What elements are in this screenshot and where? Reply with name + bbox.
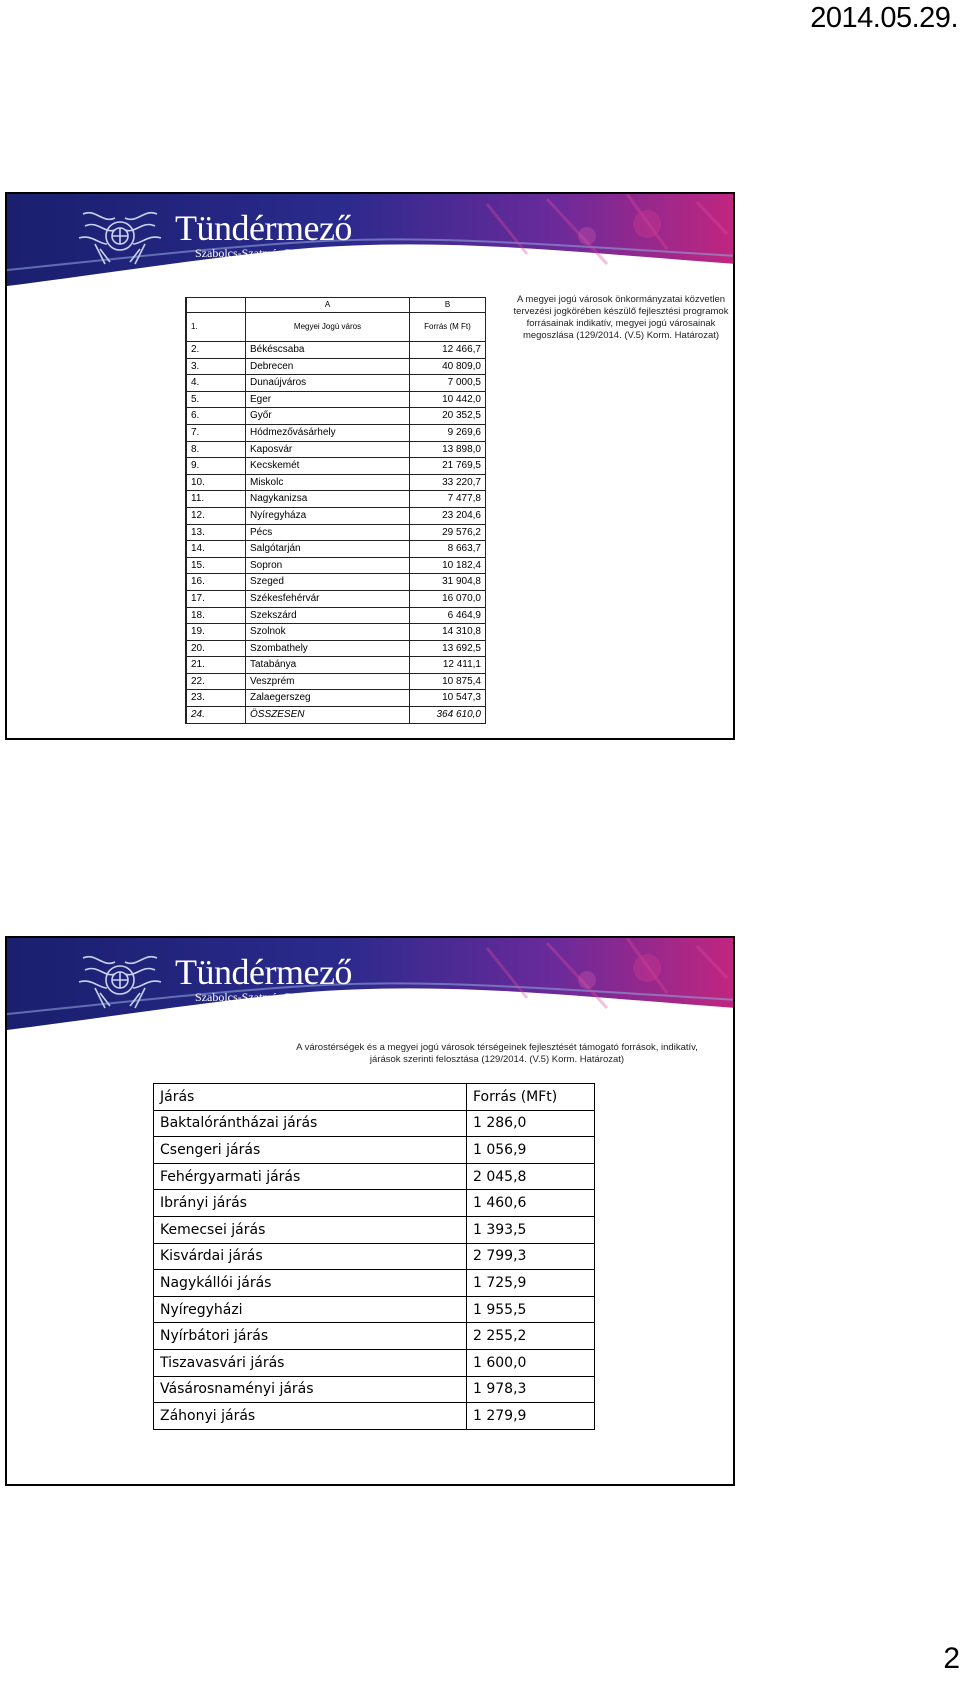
logo bbox=[75, 200, 352, 270]
table-row bbox=[186, 391, 486, 408]
district-name: Vásárosnaményi járás bbox=[154, 1376, 467, 1403]
table-row bbox=[154, 1296, 595, 1323]
district-name: Nyírbátori járás bbox=[154, 1323, 467, 1350]
source-value: 2 799,3 bbox=[467, 1243, 595, 1270]
source-value: 1 955,5 bbox=[467, 1296, 595, 1323]
city-name: Szekszárd bbox=[246, 607, 410, 624]
table-row bbox=[154, 1243, 595, 1270]
row-number: 4. bbox=[186, 375, 246, 392]
row-number: 10. bbox=[186, 474, 246, 491]
district-name: Nyíregyházi bbox=[154, 1296, 467, 1323]
source-value: 1 056,9 bbox=[467, 1137, 595, 1164]
table-row bbox=[186, 474, 486, 491]
city-name: Tatabánya bbox=[246, 657, 410, 674]
slide-2 bbox=[5, 936, 735, 1486]
page-date: 2014.05.29. bbox=[810, 2, 958, 34]
row-number: 17. bbox=[186, 590, 246, 607]
source-value: 16 070,0 bbox=[410, 590, 486, 607]
table-row bbox=[186, 541, 486, 558]
row-number: 3. bbox=[186, 358, 246, 375]
row-number: 24. bbox=[186, 707, 246, 724]
table-row bbox=[186, 657, 486, 674]
row-number: 14. bbox=[186, 541, 246, 558]
header-source: Forrás (M Ft) bbox=[410, 313, 486, 342]
table-row bbox=[186, 408, 486, 425]
source-value: 40 809,0 bbox=[410, 358, 486, 375]
row-number: 15. bbox=[186, 557, 246, 574]
city-name: Eger bbox=[246, 391, 410, 408]
page-number: 2 bbox=[943, 1642, 960, 1675]
source-value: 20 352,5 bbox=[410, 408, 486, 425]
table-row bbox=[154, 1270, 595, 1297]
table-header-letters bbox=[186, 298, 486, 313]
row-number: 23. bbox=[186, 690, 246, 707]
source-value: 1 279,9 bbox=[467, 1403, 595, 1430]
source-value: 10 547,3 bbox=[410, 690, 486, 707]
source-value: 31 904,8 bbox=[410, 574, 486, 591]
source-value: 13 692,5 bbox=[410, 640, 486, 657]
city-name: Sopron bbox=[246, 557, 410, 574]
city-name: Zalaegerszeg bbox=[246, 690, 410, 707]
district-name: Nagykállói járás bbox=[154, 1270, 467, 1297]
source-value: 21 769,5 bbox=[410, 458, 486, 475]
source-value: 1 600,0 bbox=[467, 1349, 595, 1376]
source-value: 13 898,0 bbox=[410, 441, 486, 458]
table-row bbox=[186, 574, 486, 591]
city-name: Nagykanizsa bbox=[246, 491, 410, 508]
city-name: Kaposvár bbox=[246, 441, 410, 458]
table-row bbox=[154, 1137, 595, 1164]
caption-line-2: járások szerinti felosztása (129/2014. (V.5) Korm. Határozat) bbox=[369, 1054, 625, 1065]
table-row bbox=[186, 557, 486, 574]
district-name: Baktalórántházai járás bbox=[154, 1110, 467, 1137]
row-number: 16. bbox=[186, 574, 246, 591]
source-value: 1 286,0 bbox=[467, 1110, 595, 1137]
district-name: Fehérgyarmati járás bbox=[154, 1163, 467, 1190]
slide-caption bbox=[267, 1042, 727, 1066]
table-row bbox=[154, 1403, 595, 1430]
column-letter-b: B bbox=[410, 298, 486, 313]
table-header bbox=[186, 313, 486, 342]
source-value: 2 255,2 bbox=[467, 1323, 595, 1350]
logo-title: Tündérmező bbox=[175, 207, 352, 248]
logo-subtitle: Szabolcs-Szatmár-Bereg bbox=[195, 245, 314, 260]
table-row bbox=[186, 375, 486, 392]
table-row bbox=[186, 424, 486, 441]
source-value: 10 875,4 bbox=[410, 673, 486, 690]
table-row bbox=[186, 673, 486, 690]
table-row bbox=[186, 690, 486, 707]
table-row bbox=[186, 342, 486, 359]
city-name: Dunaújváros bbox=[246, 375, 410, 392]
source-value: 10 182,4 bbox=[410, 557, 486, 574]
row-number: 7. bbox=[186, 424, 246, 441]
logo-subtitle: Szabolcs-Szatmár-Bereg bbox=[195, 989, 314, 1004]
logo bbox=[75, 944, 352, 1014]
source-value: 7 477,8 bbox=[410, 491, 486, 508]
district-name: Kemecsei járás bbox=[154, 1216, 467, 1243]
city-name: Békéscsaba bbox=[246, 342, 410, 359]
city-name: Salgótarján bbox=[246, 541, 410, 558]
header-district: Járás bbox=[154, 1084, 467, 1111]
table-row bbox=[154, 1323, 595, 1350]
district-name: Kisvárdai járás bbox=[154, 1243, 467, 1270]
city-name: Pécs bbox=[246, 524, 410, 541]
source-value: 8 663,7 bbox=[410, 541, 486, 558]
district-name: Tiszavasvári járás bbox=[154, 1349, 467, 1376]
header-source: Forrás (MFt) bbox=[467, 1084, 595, 1111]
city-name: Székesfehérvár bbox=[246, 590, 410, 607]
slide-caption: A megyei jogú városok önkormányzatai közvetlen tervezési jogkörében készülő fejlesztési programok forrásainak indikatív, megyei jogú városainak megoszlása (129/2014. (V.5) Korm. Határozat) bbox=[513, 294, 729, 341]
row-number: 19. bbox=[186, 624, 246, 641]
table-row bbox=[154, 1190, 595, 1217]
caption-line-1: A várostérségek és a megyei jogú városok térségeinek fejlesztését támogató források, indikatív, bbox=[296, 1042, 698, 1053]
district-name: Csengeri járás bbox=[154, 1137, 467, 1164]
source-value: 6 464,9 bbox=[410, 607, 486, 624]
city-name: Hódmezővásárhely bbox=[246, 424, 410, 441]
row-number: 6. bbox=[186, 408, 246, 425]
row-number: 21. bbox=[186, 657, 246, 674]
city-name: Győr bbox=[246, 408, 410, 425]
source-value: 1 460,6 bbox=[467, 1190, 595, 1217]
table-row bbox=[186, 458, 486, 475]
header-city: Megyei Jogú város bbox=[246, 313, 410, 342]
table-row bbox=[186, 624, 486, 641]
table-row bbox=[186, 590, 486, 607]
header-row-number: 1. bbox=[186, 313, 246, 342]
source-value: 29 576,2 bbox=[410, 524, 486, 541]
table-row bbox=[154, 1349, 595, 1376]
crest-emblem-icon bbox=[75, 948, 165, 1010]
table-row bbox=[186, 507, 486, 524]
table-row bbox=[154, 1376, 595, 1403]
city-name: Szombathely bbox=[246, 640, 410, 657]
table-row bbox=[186, 607, 486, 624]
source-value: 2 045,8 bbox=[467, 1163, 595, 1190]
city-funding-table bbox=[185, 297, 486, 724]
row-number: 8. bbox=[186, 441, 246, 458]
row-number: 2. bbox=[186, 342, 246, 359]
district-name: Záhonyi járás bbox=[154, 1403, 467, 1430]
source-value: 1 978,3 bbox=[467, 1376, 595, 1403]
row-number: 18. bbox=[186, 607, 246, 624]
source-value: 14 310,8 bbox=[410, 624, 486, 641]
city-name: Szolnok bbox=[246, 624, 410, 641]
table-row bbox=[186, 640, 486, 657]
table-total-row bbox=[186, 707, 486, 724]
district-name: Ibrányi járás bbox=[154, 1190, 467, 1217]
crest-emblem-icon bbox=[75, 204, 165, 266]
city-name: Kecskemét bbox=[246, 458, 410, 475]
row-number: 20. bbox=[186, 640, 246, 657]
source-value: 9 269,6 bbox=[410, 424, 486, 441]
column-letter-a: A bbox=[246, 298, 410, 313]
table-header bbox=[154, 1084, 595, 1111]
total-label: ÖSSZESEN bbox=[246, 707, 410, 724]
row-number: 22. bbox=[186, 673, 246, 690]
row-number: 11. bbox=[186, 491, 246, 508]
city-name: Nyíregyháza bbox=[246, 507, 410, 524]
row-number: 13. bbox=[186, 524, 246, 541]
source-value: 1 393,5 bbox=[467, 1216, 595, 1243]
city-name: Miskolc bbox=[246, 474, 410, 491]
total-value: 364 610,0 bbox=[410, 707, 486, 724]
table-row bbox=[186, 358, 486, 375]
table-row bbox=[186, 441, 486, 458]
source-value: 10 442,0 bbox=[410, 391, 486, 408]
table-row bbox=[186, 524, 486, 541]
table-row bbox=[186, 491, 486, 508]
row-number: 12. bbox=[186, 507, 246, 524]
source-value: 1 725,9 bbox=[467, 1270, 595, 1297]
table-row bbox=[154, 1216, 595, 1243]
row-number: 5. bbox=[186, 391, 246, 408]
source-value: 33 220,7 bbox=[410, 474, 486, 491]
city-name: Debrecen bbox=[246, 358, 410, 375]
district-funding-table bbox=[153, 1083, 595, 1430]
slide-1 bbox=[5, 192, 735, 740]
table-row bbox=[154, 1163, 595, 1190]
city-name: Veszprém bbox=[246, 673, 410, 690]
source-value: 12 411,1 bbox=[410, 657, 486, 674]
row-number: 9. bbox=[186, 458, 246, 475]
source-value: 7 000,5 bbox=[410, 375, 486, 392]
logo-title: Tündérmező bbox=[175, 951, 352, 992]
city-name: Szeged bbox=[246, 574, 410, 591]
source-value: 12 466,7 bbox=[410, 342, 486, 359]
table-row bbox=[154, 1110, 595, 1137]
source-value: 23 204,6 bbox=[410, 507, 486, 524]
